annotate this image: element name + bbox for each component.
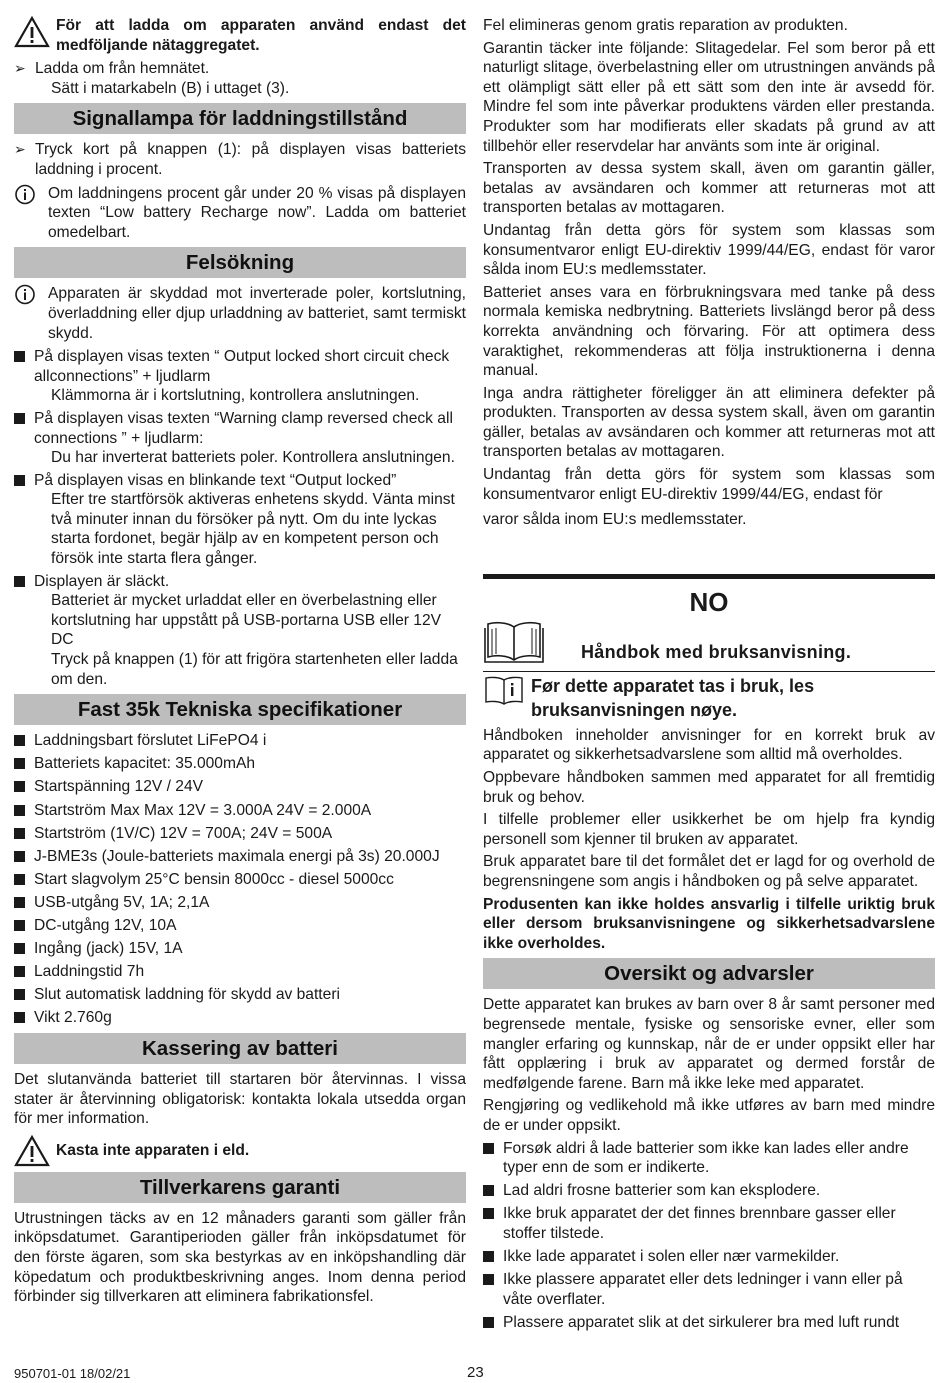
trouble-item-detail: Efter tre startförsök aktiveras enhetens skydd. Vänta minst två minuter innan du försöker på nytt. Om du inte lyckas starta fordonet, begär hjälp av en kompetent person och försök inte starta flera gånger.	[51, 491, 455, 568]
list-item: Startspänning 12V / 24V	[14, 777, 466, 797]
list-item: Ingång (jack) 15V, 1A	[14, 939, 466, 959]
list-item: Ikke lade apparatet i solen eller nær varmekilder.	[483, 1247, 935, 1267]
no-text-3: I tilfelle problemer eller usikkerhet be om hjelp fra kyndig personell som kjenner til bruken av apparatet.	[483, 811, 935, 848]
list-item: Slut automatisk laddning för skydd av batteri	[14, 985, 466, 1005]
list-item: Forsøk aldri å lade batterier som ikke kan lades eller andre typer enn de som er indikerte.	[483, 1139, 935, 1178]
warning-charger-text: För att ladda om apparaten använd endast det medföljande nätaggregatet.	[56, 17, 466, 54]
list-item: Ikke bruk apparatet der det finnes brennbare gasser eller stoffer tilstede.	[483, 1204, 935, 1243]
overview-text-1: Dette apparatet kan brukes av barn over 8 år samt personer med begrensede mentale, fysiske og sensoriske evner, eller som mangler erfaring og kunnskap, når de er under oppsikt eller har fått opplæring i bruk av apparatet og dermed forstår de medfølgende farene. Barn må ikke leke med apparatet.	[483, 996, 935, 1092]
list-item: DC-utgång 12V, 10A	[14, 916, 466, 936]
no-text-1: Håndboken inneholder anvisninger for en korrekt bruk av apparatet og sikkerhetsadvarslene som alltid må overholdes.	[483, 726, 935, 764]
square-bullet-icon	[14, 758, 25, 769]
list-item: J-BME3s (Joule-batteriets maximala energi på 3s) 20.000J	[14, 847, 466, 867]
square-bullet-icon	[14, 1012, 25, 1023]
list-item: Lad aldri frosne batterier som kan eksplodere.	[483, 1181, 935, 1201]
warning-icon	[14, 16, 50, 48]
list-item: Startström (1V/C) 12V = 700A; 24V = 500A	[14, 824, 466, 844]
square-bullet-icon	[483, 1274, 494, 1285]
list-item: Start slagvolym 25°C bensin 8000cc - diesel 5000cc	[14, 870, 466, 890]
trouble-item-detail: Tryck på knappen (1) för att frigöra startenheten eller ladda om den.	[51, 651, 458, 688]
heading-troubleshooting: Felsökning	[14, 247, 466, 278]
trouble-item: På displayen visas texten “ Output locked short circuit check allconnections” + ljudlarm	[14, 347, 466, 386]
warranty-p2: Garantin täcker inte följande: Slitagedelar. Fel som beror på ett naturligt slitage, överbelastning eller om utrustningen används på ett olämpligt sätt eller på ett sätt som den inte är avsedd för. Mindre fel som inte påverkar produktens värden eller prestanda. Produkter som har modifierats eller skadats på grund av att tillbehör eller reservdelar har använts som inte är original.	[483, 39, 935, 155]
list-item: Laddningstid 7h	[14, 962, 466, 982]
no-text-5: Produsenten kan ikke holdes ansvarlig i tilfelle uriktig bruk eller dersom bruksanvisningene og sikkerhetsadvarslene ikke overholdes.	[483, 895, 935, 952]
square-bullet-icon	[483, 1143, 494, 1154]
info-icon	[14, 184, 42, 206]
list-item: Laddningsbart förslutet LiFePO4 i	[14, 731, 466, 751]
trouble-item: På displayen visas texten “Warning clamp reversed check all connections ” + ljudlarm:	[14, 409, 466, 448]
square-bullet-icon	[483, 1208, 494, 1219]
square-bullet-icon	[14, 735, 25, 746]
warranty-text: Utrustningen täcks av en 12 månaders garanti som gäller från inköpsdatumet. Garantiperioden gäller från inköpsdatumet för den förste ägaren, som ska bestyrkas av en inköpshandling där köpedatum och produktbeskrivning anges. Inom denna period förbinder sig tillverkaren att eliminera fabrikationsfel.	[14, 1209, 466, 1306]
list-item: Batteriets kapacitet: 35.000mAh	[14, 754, 466, 774]
square-bullet-icon	[483, 1251, 494, 1262]
warranty-p4: Undantag från detta görs för system som klassas som konsumentvaror enligt EU-direktiv 1999/44/EG, endast för varor sålda inom EU:s medlemsstater.	[483, 221, 935, 279]
no-text-4: Bruk apparatet bare til det formålet det er lagd for og overhold de begrensningene som angis i håndboken og på selve apparatet.	[483, 853, 935, 890]
warning-fire	[14, 1135, 466, 1167]
trouble-item-detail: Du har inverterat batteriets poler. Kontrollera anslutningen.	[51, 449, 455, 467]
language-code: NO	[689, 586, 729, 617]
right-column	[483, 16, 935, 1336]
warning-icon	[14, 1135, 50, 1167]
overview-text-2: Rengjøring og vedlikehold må ikke utføres av barn med mindre de er under oppsikt.	[483, 1097, 935, 1134]
list-item: USB-utgång 5V, 1A; 2,1A	[14, 893, 466, 913]
warranty-p7: Undantag från detta görs för system som klassas som konsumentvaror enligt EU-direktiv 1999/44/EG, endast för	[483, 466, 935, 503]
square-bullet-icon	[14, 989, 25, 1000]
warning-charger	[14, 16, 466, 55]
disposal-text: Det slutanvända batteriet till startaren bör återvinnas. I vissa stater är återvinning obligatorisk: kontakta lokala utsedda organ för mer information.	[14, 1070, 466, 1128]
read-manual-notice: Før dette apparatet tas i bruk, les bruksanvisningen nøye.	[483, 671, 935, 722]
square-bullet-icon	[483, 1317, 494, 1328]
warning-fire-text: Kasta inte apparaten i eld.	[56, 1141, 250, 1159]
square-bullet-icon	[14, 475, 25, 486]
document-code: 950701-01 18/02/21	[14, 1366, 131, 1381]
recharge-step: ➢ Ladda om från hemnätet.	[14, 60, 210, 78]
spec-list	[14, 731, 466, 1028]
left-column	[14, 16, 466, 1310]
page-number: 23	[467, 1364, 484, 1381]
square-bullet-icon	[14, 943, 25, 954]
heading-disposal: Kassering av batteri	[14, 1033, 466, 1064]
section-divider	[483, 574, 935, 579]
manual-header	[483, 619, 935, 665]
square-bullet-icon	[14, 920, 25, 931]
square-bullet-icon	[14, 851, 25, 862]
list-item: Plassere apparatet slik at det sirkulerer bra med luft rundt	[483, 1313, 935, 1333]
square-bullet-icon	[483, 1185, 494, 1196]
list-item: Vikt 2.760g	[14, 1008, 466, 1028]
square-bullet-icon	[14, 576, 25, 587]
warning-list	[483, 1139, 935, 1333]
square-bullet-icon	[14, 874, 25, 885]
signal-step: ➢ Tryck kort på knappen (1): på displayen visas batteriets laddning i procent.	[14, 141, 466, 178]
list-item: Startström Max Max 12V = 3.000A 24V = 2.000A	[14, 801, 466, 821]
square-bullet-icon	[14, 828, 25, 839]
trouble-item-detail: Batteriet är mycket urladdat eller en överbelastning eller kortslutning har uppstått på USB-portarna USB eller 12V DC	[51, 592, 442, 649]
warranty-p7-end: varor sålda inom EU:s medlemsstater.	[483, 511, 747, 529]
trouble-item: På displayen visas en blinkande text “Output locked”	[14, 471, 466, 491]
heading-specifications: Fast 35k Tekniska specifikationer	[14, 694, 466, 725]
square-bullet-icon	[14, 966, 25, 977]
signal-info: Om laddningens procent går under 20 % visas på displayen texten “Low battery Recharge now”. Ladda om batteriet omedelbart.	[14, 184, 466, 243]
info-icon	[14, 284, 42, 306]
square-bullet-icon	[14, 413, 25, 424]
square-bullet-icon	[14, 351, 25, 362]
heading-signal: Signallampa för laddningstillstånd	[14, 103, 466, 134]
square-bullet-icon	[14, 897, 25, 908]
warranty-p6: Inga andra rättigheter föreligger än att eliminera defekter på produkten. Transporten av dessa system skall, även om garantin gäller, betalas av avsändaren och kommer att returneras mot att transporten betalas av mottagaren.	[483, 384, 935, 461]
arrow-bullet-icon: ➢	[14, 141, 26, 158]
trouble-item-detail: Klämmorna är i kortslutning, kontrollera anslutningen.	[51, 387, 420, 405]
warranty-p5: Batteriet anses vara en förbrukningsvara med tanke på dess normala kemiska nedbrytning. Batteriets livslängd beror på dess korrekta användning och förvaring. För att optimera dess varaktighet, rekommenderas att följa instruktionerna i denna manual.	[483, 283, 935, 380]
heading-overview: Oversikt og advarsler	[483, 958, 935, 989]
square-bullet-icon	[14, 781, 25, 792]
read-manual-icon	[483, 674, 525, 706]
trouble-info: Apparaten är skyddad mot inverterade poler, kortslutning, överladdning eller djup urladdning av batteriet, samt termiskt skydd.	[14, 284, 466, 343]
arrow-bullet-icon: ➢	[14, 60, 26, 77]
heading-warranty: Tillverkarens garanti	[14, 1172, 466, 1203]
list-item: Ikke plassere apparatet eller dets ledninger i vann eller på våte overflater.	[483, 1270, 935, 1309]
warranty-p3: Transporten av dessa system skall, även om garantin gäller, betalas av avsändaren och kommer att returneras mot att transporten betalas av mottagaren.	[483, 160, 935, 217]
square-bullet-icon	[14, 805, 25, 816]
no-text-2: Oppbevare håndboken sammen med apparatet for all fremtidig bruk og behov.	[483, 769, 935, 806]
manual-title: Håndbok med bruksanvisning.	[581, 641, 852, 662]
recharge-substep: Sätt i matarkabeln (B) i uttaget (3).	[51, 79, 290, 97]
trouble-item: Displayen är släckt.	[14, 572, 466, 592]
warranty-p1: Fel elimineras genom gratis reparation av produkten.	[483, 17, 848, 34]
open-book-icon	[483, 619, 545, 665]
